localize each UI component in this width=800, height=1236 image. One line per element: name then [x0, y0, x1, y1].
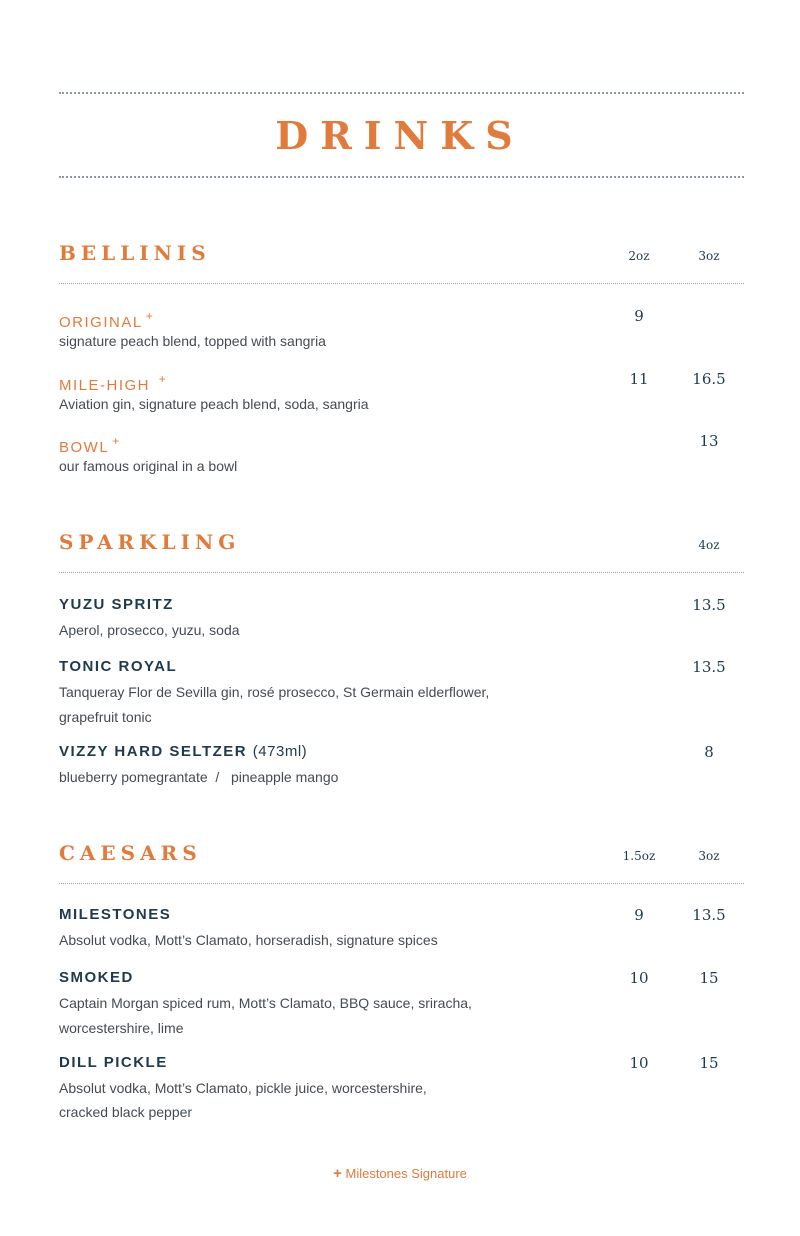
item-name — [59, 431, 121, 458]
item-name — [59, 369, 167, 396]
item-description: Absolut vodka, Mott’s Clamato, pickle juice, worcestershire, — [59, 1080, 427, 1096]
price: 16.5 — [692, 370, 726, 388]
item-description: grapefruit tonic — [59, 709, 152, 725]
footnote — [0, 1164, 800, 1184]
signature-plus-icon: + — [145, 309, 155, 323]
item-name — [59, 742, 307, 762]
price: 15 — [699, 1054, 719, 1072]
signature-plus-icon: + — [158, 372, 168, 386]
item-description: signature peach blend, topped with sangria — [59, 333, 326, 349]
item-description: blueberry pomegrantate / pineapple mango — [59, 769, 339, 785]
divider — [59, 572, 744, 573]
item-name: YUZU SPRITZ — [59, 596, 174, 613]
item-volume: (473ml) — [252, 743, 308, 760]
item-name-text: ORIGINAL — [59, 314, 143, 331]
item-description: Aviation gin, signature peach blend, soda, sangria — [59, 396, 369, 412]
divider — [59, 176, 744, 178]
price: 11 — [629, 370, 649, 388]
size-label: 2oz — [628, 249, 650, 263]
price: 9 — [634, 307, 644, 325]
item-description: worcestershire, lime — [59, 1020, 184, 1036]
price: 15 — [699, 969, 719, 987]
item-name-text: BOWL — [59, 439, 110, 456]
item-name-text: VIZZY HARD SELTZER — [59, 743, 248, 760]
item-name: TONIC ROYAL — [59, 658, 178, 675]
item-name: MILESTONES — [59, 906, 172, 923]
item-description: Tanqueray Flor de Sevilla gin, rosé prosecco, St Germain elderflower, — [59, 684, 490, 700]
size-label: 3oz — [698, 249, 720, 263]
divider — [59, 92, 744, 94]
price: 9 — [634, 906, 644, 924]
size-label: 4oz — [698, 538, 720, 552]
section-heading-caesars: CAESARS — [59, 841, 202, 865]
item-description: our famous original in a bowl — [59, 458, 238, 474]
item-description: Aperol, prosecco, yuzu, soda — [59, 622, 240, 638]
size-label: 1.5oz — [622, 849, 656, 863]
item-description: cracked black pepper — [59, 1104, 193, 1120]
signature-plus-icon: + — [333, 1165, 342, 1182]
divider — [59, 283, 744, 284]
price: 10 — [629, 1054, 649, 1072]
section-heading-sparkling: SPARKLING — [59, 530, 241, 554]
page-title: DRINKS — [275, 113, 525, 158]
size-label: 3oz — [698, 849, 720, 863]
signature-plus-icon: + — [112, 434, 121, 448]
divider — [59, 883, 744, 884]
section-heading-bellinis: BELLINIS — [59, 241, 211, 265]
item-name-text: MILE-HIGH — [59, 377, 151, 394]
item-name: DILL PICKLE — [59, 1054, 168, 1071]
item-description: Captain Morgan spiced rum, Mott’s Clamato, BBQ sauce, sriracha, — [59, 995, 472, 1011]
price: 13.5 — [692, 658, 726, 676]
price: 8 — [704, 743, 714, 761]
footnote-text: Milestones Signature — [345, 1166, 467, 1181]
price: 10 — [629, 969, 649, 987]
price: 13 — [699, 432, 719, 450]
item-description: Absolut vodka, Mott’s Clamato, horseradish, signature spices — [59, 932, 438, 948]
item-name — [59, 306, 154, 333]
price: 13.5 — [692, 906, 726, 924]
price: 13.5 — [692, 596, 726, 614]
item-name: SMOKED — [59, 969, 134, 986]
